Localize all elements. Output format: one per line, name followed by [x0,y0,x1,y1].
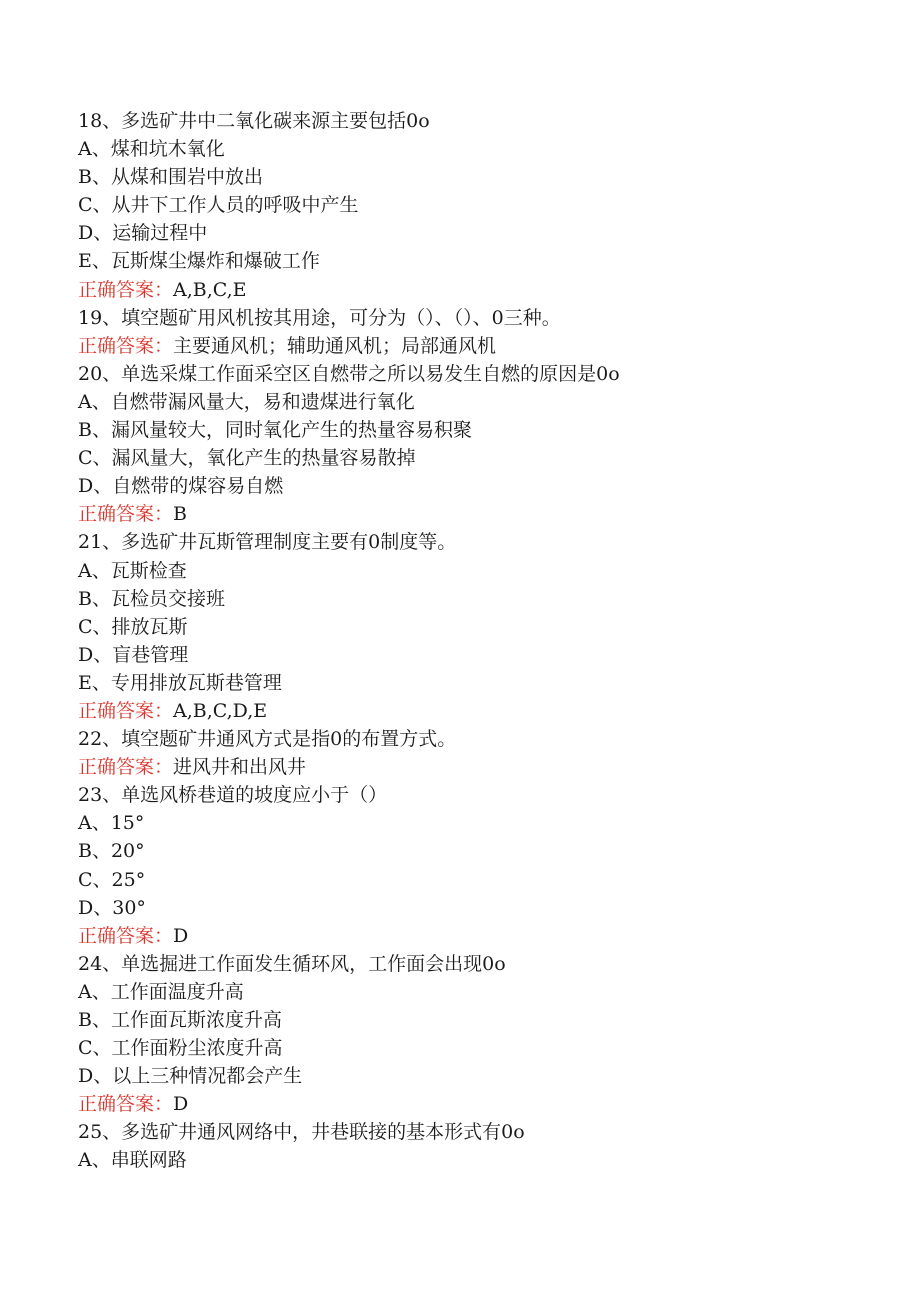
answer-line [78,1090,878,1118]
option: A、15° [78,812,145,835]
option: C、25° [78,868,146,891]
option: A、自燃带漏风量大，易和遗煤进行氧化 [78,390,415,413]
answer-label: 正确答案： [78,503,174,526]
answer-label: 正确答案： [78,699,174,722]
option: D、盲巷管理 [78,643,189,666]
answer-value: D [173,1093,189,1116]
option: C、漏风量大，氧化产生的热量容易散掉 [78,447,416,470]
answer-line [78,753,878,781]
answer-value: A,B,C,D,E [173,699,268,722]
option: B、从煤和围岩中放出 [78,166,263,189]
answer-label: 正确答案： [78,924,174,947]
question-document [78,107,878,1175]
option: A、瓦斯检查 [78,559,187,582]
option: E、专用排放瓦斯巷管理 [78,671,282,694]
answer-label: 正确答案： [78,334,174,357]
option: D、自燃带的煤容易自燃 [78,475,284,498]
option: D、以上三种情况都会产生 [78,1065,303,1088]
option: A、工作面温度升高 [78,980,244,1003]
question-stem: 18、多选矿井中二氧化碳来源主要包括0o [78,110,430,132]
answer-line [78,332,878,360]
option: D、30° [78,896,146,919]
option: A、煤和坑木氧化 [78,138,225,161]
answer-line [78,500,878,528]
answer-value: D [173,924,189,947]
answer-value: A,B,C,E [173,278,247,301]
answer-value: 主要通风机；辅助通风机；局部通风机 [173,334,497,357]
option: B、漏风量较大，同时氧化产生的热量容易积聚 [78,419,472,442]
option: C、工作面粉尘浓度升高 [78,1037,283,1060]
option: B、20° [78,840,145,863]
answer-label: 正确答案： [78,278,174,301]
answer-value: B [173,503,187,526]
option: A、串联网路 [78,1149,187,1172]
question-stem: 20、单选采煤工作面采空区自燃带之所以易发生自燃的原因是0o [78,362,620,385]
question-stem: 25、多选矿井通风网络中，井巷联接的基本形式有0o [78,1121,525,1144]
option: C、排放瓦斯 [78,615,188,638]
answer-line [78,276,878,304]
option: D、运输过程中 [78,222,208,245]
option: B、工作面瓦斯浓度升高 [78,1009,282,1031]
question-stem: 23、单选风桥巷道的坡度应小于（） [78,784,388,807]
answer-line [78,922,878,950]
question-stem: 21、多选矿井瓦斯管理制度主要有0制度等。 [78,531,457,554]
answer-label: 正确答案： [78,756,174,779]
answer-value: 进风井和出风井 [173,756,307,779]
answer-line [78,697,878,725]
answer-label: 正确答案： [78,1093,174,1116]
option: C、从井下工作人员的呼吸中产生 [78,194,359,217]
option: B、瓦检员交接班 [78,587,225,610]
option: E、瓦斯煤尘爆炸和爆破工作 [78,250,320,273]
question-stem: 24、单选掘进工作面发生循环风，工作面会出现0o [78,952,506,975]
question-stem: 19、填空题矿用风机按其用途，可分为（）、（）、0三种。 [78,306,561,329]
question-stem: 22、填空题矿井通风方式是指0的布置方式。 [78,728,457,751]
